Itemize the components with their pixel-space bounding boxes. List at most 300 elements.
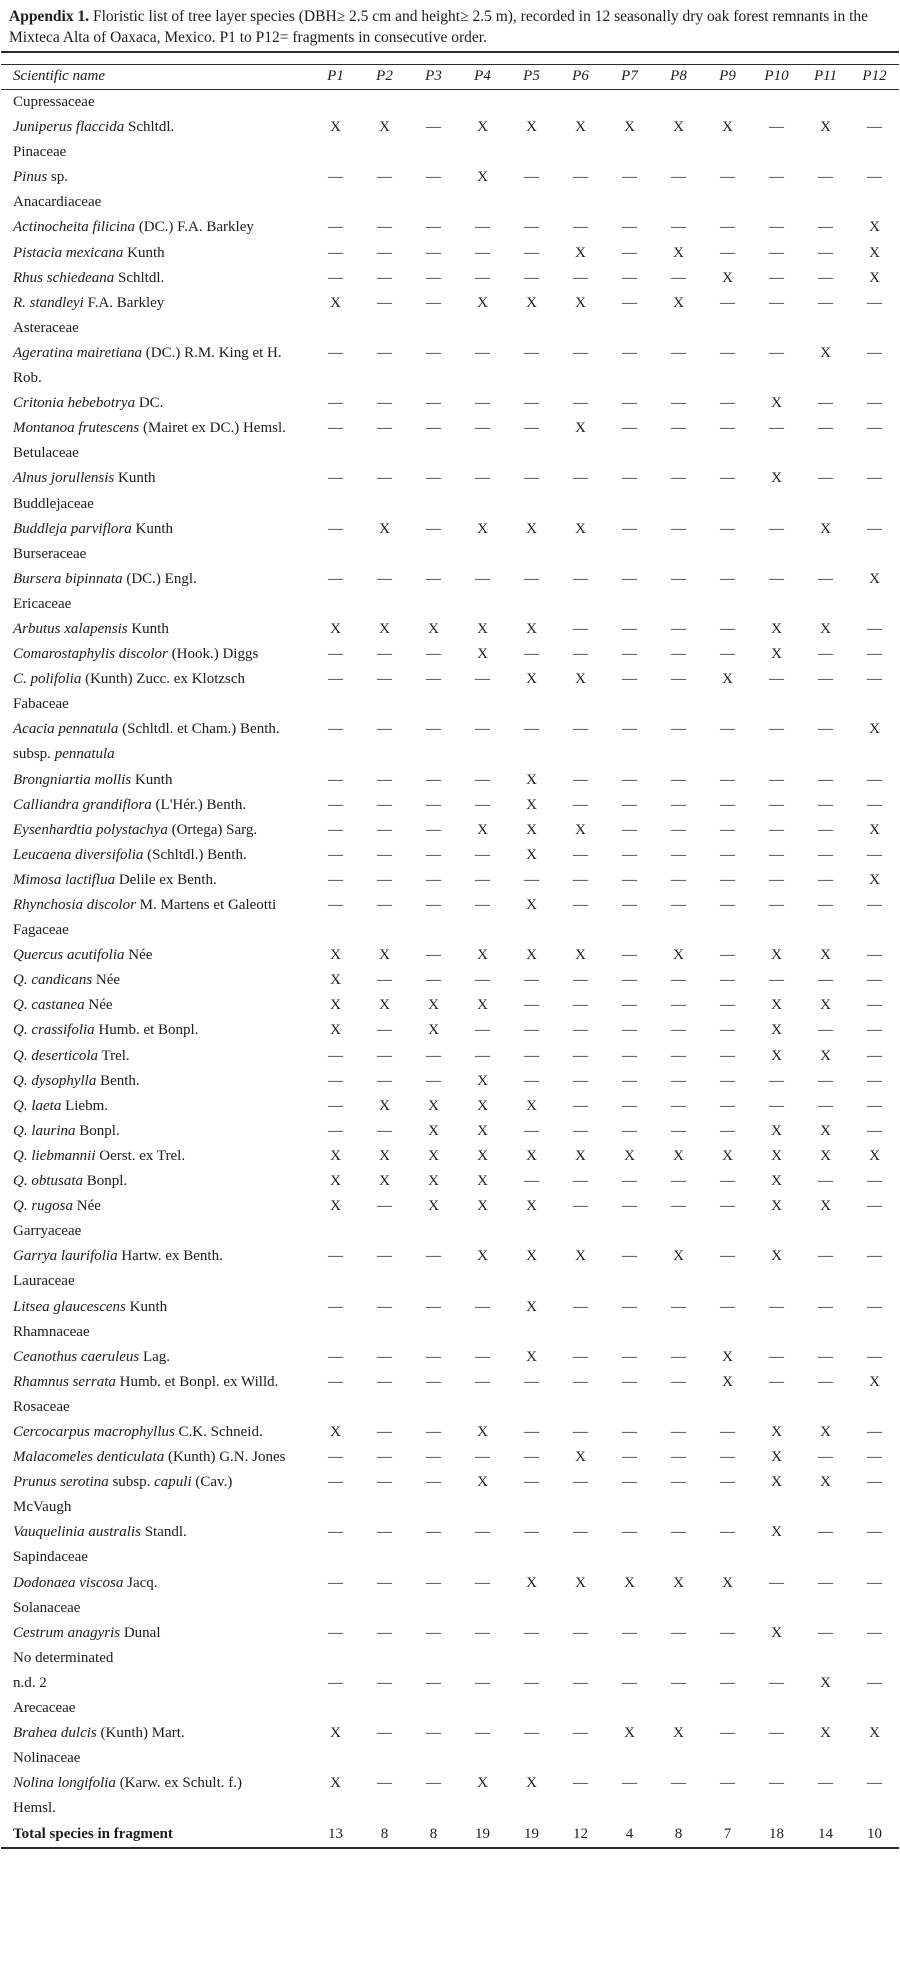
presence-cell-P5: X — [526, 1574, 537, 1591]
presence-cell-P9: — — [720, 897, 735, 913]
presence-cell-P1: — — [328, 1097, 343, 1114]
family-row — [1, 692, 899, 717]
presence-cell-P4: — — [475, 1022, 490, 1039]
presence-cell-P9: — — [720, 1524, 735, 1541]
presence-cell-P1: — — [328, 1373, 343, 1390]
species-row — [1, 1345, 899, 1370]
presence-cell-P8: — — [671, 1198, 686, 1215]
presence-cell-P12: X — [869, 821, 880, 838]
family-row — [1, 1320, 899, 1345]
presence-cell-P7: — — [622, 972, 637, 989]
presence-cell-P7: X — [624, 119, 635, 136]
species-row — [1, 266, 899, 291]
species-name: Q. laurina Bonpl. — [13, 1122, 120, 1139]
presence-cell-P11: — — [818, 1173, 833, 1190]
presence-cell-P6: — — [573, 1474, 588, 1491]
presence-cell-P12: — — [867, 1624, 882, 1641]
presence-cell-P6: — — [573, 1173, 588, 1190]
presence-cell-P2: — — [377, 972, 392, 989]
presence-cell-P4: X — [477, 620, 488, 637]
presence-cell-P11: — — [818, 1248, 833, 1265]
presence-cell-P3: — — [426, 871, 441, 888]
presence-cell-P9: — — [720, 1022, 735, 1039]
species-name: Q. candicans Née — [13, 972, 121, 989]
presence-cell-P11: X — [820, 1198, 831, 1215]
presence-cell-P7: — — [622, 520, 637, 537]
species-row — [1, 1721, 899, 1746]
presence-cell-P5: — — [524, 1173, 539, 1190]
species-row — [1, 1295, 899, 1320]
presence-cell-P9: — — [720, 420, 735, 437]
species-row — [1, 1169, 899, 1194]
presence-cell-P7: — — [622, 1775, 637, 1792]
presence-cell-P8: — — [671, 1775, 686, 1792]
presence-cell-P3: — — [426, 395, 441, 412]
presence-cell-P8: — — [671, 1449, 686, 1466]
presence-cell-P5: — — [524, 244, 539, 261]
presence-cell-P12: — — [867, 1423, 882, 1440]
presence-cell-P7: — — [622, 1674, 637, 1691]
presence-cell-P7: — — [622, 1449, 637, 1466]
presence-cell-P1: — — [328, 897, 343, 913]
presence-cell-P3: — — [426, 947, 441, 964]
appendix-title-text: Floristic list of tree layer species (DBH≥ 2.5 cm and height≥ 2.5 m), recorded in 12 seasonally dry oak forest remnants in the Mixteca Alta of Oaxaca, Mexico. P1 to P12= fragments in consecutive order. — [9, 8, 869, 46]
presence-cell-P7: — — [622, 1298, 637, 1315]
presence-cell-P4: — — [475, 570, 490, 587]
table-header-row — [1, 65, 899, 90]
presence-cell-P8: — — [671, 1624, 686, 1641]
column-header-P4: P4 — [458, 65, 507, 90]
presence-cell-P2: — — [377, 1725, 392, 1742]
total-count-P10: 18 — [769, 1826, 784, 1843]
total-count-P8: 8 — [674, 1826, 683, 1843]
total-count-P9: 7 — [723, 1826, 732, 1843]
column-header-P7: P7 — [605, 65, 654, 90]
presence-cell-P3: — — [426, 520, 441, 537]
species-name: Buddleja parviflora Kunth — [13, 520, 173, 537]
presence-cell-P9: — — [720, 169, 735, 186]
presence-cell-P11: — — [818, 269, 833, 286]
total-count-P5: 19 — [524, 1826, 539, 1843]
family-name: Fagaceae — [13, 922, 69, 939]
presence-cell-P6: — — [573, 470, 588, 487]
presence-cell-P5: X — [526, 620, 537, 637]
presence-cell-P5: — — [524, 1674, 539, 1691]
presence-cell-P10: X — [771, 1248, 782, 1265]
presence-cell-P10: X — [771, 1449, 782, 1466]
presence-cell-P7: — — [622, 846, 637, 863]
presence-cell-P3: — — [426, 344, 441, 361]
presence-cell-P7: — — [622, 1423, 637, 1440]
presence-cell-P10: X — [771, 1022, 782, 1039]
presence-cell-P12: — — [867, 771, 882, 788]
family-name: Sapindaceae — [13, 1549, 88, 1566]
presence-cell-P9: — — [720, 1775, 735, 1792]
presence-cell-P11: X — [820, 1147, 831, 1164]
presence-cell-P5: — — [524, 646, 539, 663]
presence-cell-P7: — — [622, 721, 637, 738]
presence-cell-P2: X — [379, 1147, 390, 1164]
presence-cell-P3: — — [426, 1072, 441, 1089]
species-row — [1, 968, 899, 993]
presence-cell-P8: — — [671, 269, 686, 286]
scientific-name-header: Scientific name — [1, 65, 311, 90]
presence-cell-P1: — — [328, 470, 343, 487]
presence-cell-P5: X — [526, 1147, 537, 1164]
presence-cell-P5: X — [526, 897, 537, 913]
presence-cell-P5: X — [526, 1298, 537, 1315]
presence-cell-P2: X — [379, 1173, 390, 1190]
presence-cell-P11: — — [818, 821, 833, 838]
presence-cell-P6: — — [573, 1022, 588, 1039]
presence-cell-P2: — — [377, 570, 392, 587]
presence-cell-P9: — — [720, 796, 735, 813]
presence-cell-P9: — — [720, 972, 735, 989]
presence-cell-P6: — — [573, 1775, 588, 1792]
presence-cell-P9: — — [720, 1449, 735, 1466]
family-row — [1, 316, 899, 341]
presence-cell-P4: — — [475, 395, 490, 412]
presence-cell-P10: X — [771, 947, 782, 964]
presence-cell-P8: — — [671, 871, 686, 888]
species-row — [1, 818, 899, 843]
presence-cell-P4: X — [477, 1173, 488, 1190]
presence-cell-P7: — — [622, 1373, 637, 1390]
presence-cell-P10: — — [769, 420, 784, 437]
presence-cell-P6: — — [573, 1725, 588, 1742]
column-header-P2: P2 — [360, 65, 409, 90]
presence-cell-P6: X — [575, 1449, 586, 1466]
presence-cell-P2: — — [377, 671, 392, 688]
family-name: Buddlejaceae — [13, 495, 94, 512]
species-name: Garrya laurifolia Hartw. ex Benth. — [13, 1248, 223, 1265]
presence-cell-P12: — — [867, 470, 882, 487]
presence-cell-P12: X — [869, 570, 880, 587]
presence-cell-P3: — — [426, 219, 441, 236]
presence-cell-P11: — — [818, 671, 833, 688]
presence-cell-P10: — — [769, 520, 784, 537]
presence-cell-P11: — — [818, 1072, 833, 1089]
presence-cell-P5: — — [524, 721, 539, 738]
presence-cell-P12: — — [867, 1348, 882, 1365]
presence-cell-P12: — — [867, 796, 882, 813]
total-count-P11: 14 — [818, 1826, 833, 1843]
presence-cell-P4: X — [477, 947, 488, 964]
presence-cell-P11: — — [818, 1775, 833, 1792]
presence-cell-P1: — — [328, 269, 343, 286]
species-row — [1, 1671, 899, 1696]
presence-cell-P2: — — [377, 1072, 392, 1089]
presence-cell-P9: — — [720, 871, 735, 888]
presence-cell-P4: X — [477, 1775, 488, 1792]
presence-cell-P2: — — [377, 897, 392, 913]
presence-cell-P1: X — [330, 1198, 341, 1215]
column-header-P8: P8 — [654, 65, 703, 90]
presence-cell-P5: — — [524, 1449, 539, 1466]
presence-cell-P11: X — [820, 1047, 831, 1064]
presence-cell-P4: — — [475, 219, 490, 236]
presence-cell-P12: — — [867, 169, 882, 186]
species-row — [1, 391, 899, 416]
column-header-P1: P1 — [311, 65, 360, 90]
species-name: R. standleyi F.A. Barkley — [13, 294, 165, 311]
species-name: Dodonaea viscosa Jacq. — [13, 1574, 158, 1591]
presence-cell-P2: — — [377, 219, 392, 236]
presence-cell-P5: — — [524, 997, 539, 1014]
species-name: Q. crassifolia Humb. et Bonpl. — [13, 1022, 199, 1039]
presence-cell-P4: — — [475, 1298, 490, 1315]
presence-cell-P7: — — [622, 997, 637, 1014]
presence-cell-P12: — — [867, 620, 882, 637]
presence-cell-P10: — — [769, 821, 784, 838]
presence-cell-P9: — — [720, 1725, 735, 1742]
presence-cell-P4: — — [475, 1674, 490, 1691]
total-count-P2: 8 — [380, 1826, 389, 1843]
presence-cell-P1: X — [330, 119, 341, 136]
presence-cell-P1: — — [328, 570, 343, 587]
presence-cell-P11: — — [818, 470, 833, 487]
presence-cell-P3: — — [426, 1449, 441, 1466]
presence-cell-P6: X — [575, 1248, 586, 1265]
presence-cell-P3: — — [426, 169, 441, 186]
species-row — [1, 617, 899, 642]
presence-cell-P4: — — [475, 269, 490, 286]
presence-cell-P10: — — [769, 1072, 784, 1089]
presence-cell-P2: — — [377, 269, 392, 286]
presence-cell-P7: X — [624, 1147, 635, 1164]
presence-cell-P12: — — [867, 1047, 882, 1064]
presence-cell-P3: — — [426, 1474, 441, 1491]
presence-cell-P11: — — [818, 420, 833, 437]
species-name: Malacomeles denticulata (Kunth) G.N. Jones — [13, 1449, 286, 1466]
presence-cell-P3: — — [426, 846, 441, 863]
presence-cell-P9: — — [720, 395, 735, 412]
presence-cell-P3: X — [428, 1198, 439, 1215]
appendix-title-label: Appendix 1. — [9, 8, 90, 25]
presence-cell-P1: X — [330, 1423, 341, 1440]
presence-cell-P7: — — [622, 420, 637, 437]
presence-cell-P10: — — [769, 671, 784, 688]
presence-cell-P9: X — [722, 1373, 733, 1390]
family-row — [1, 441, 899, 466]
presence-cell-P4: — — [475, 1449, 490, 1466]
presence-cell-P8: — — [671, 620, 686, 637]
presence-cell-P8: — — [671, 821, 686, 838]
species-row — [1, 1520, 899, 1545]
presence-cell-P2: — — [377, 796, 392, 813]
presence-cell-P8: — — [671, 420, 686, 437]
presence-cell-P11: X — [820, 1122, 831, 1139]
presence-cell-P10: — — [769, 1097, 784, 1114]
presence-cell-P6: X — [575, 420, 586, 437]
presence-cell-P3: — — [426, 1423, 441, 1440]
presence-cell-P1: — — [328, 344, 343, 361]
presence-cell-P4: — — [475, 420, 490, 437]
presence-cell-P3: — — [426, 1298, 441, 1315]
presence-cell-P11: — — [818, 846, 833, 863]
presence-cell-P2: X — [379, 1097, 390, 1114]
species-name: Q. castanea Née — [13, 997, 113, 1014]
presence-cell-P9: — — [720, 646, 735, 663]
presence-cell-P1: — — [328, 721, 343, 738]
presence-cell-P4: X — [477, 646, 488, 663]
presence-cell-P6: — — [573, 1373, 588, 1390]
presence-cell-P7: — — [622, 294, 637, 311]
presence-cell-P9: — — [720, 771, 735, 788]
presence-cell-P8: X — [673, 244, 684, 261]
presence-cell-P4: X — [477, 1474, 488, 1491]
presence-cell-P7: — — [622, 1072, 637, 1089]
presence-cell-P10: — — [769, 1674, 784, 1691]
presence-cell-P9: X — [722, 1348, 733, 1365]
column-header-P10: P10 — [752, 65, 801, 90]
presence-cell-P7: — — [622, 821, 637, 838]
floristic-table — [1, 64, 899, 1849]
presence-cell-P10: X — [771, 1173, 782, 1190]
presence-cell-P2: — — [377, 470, 392, 487]
species-row — [1, 793, 899, 818]
presence-cell-P5: X — [526, 119, 537, 136]
presence-cell-P10: X — [771, 1122, 782, 1139]
presence-cell-P5: X — [526, 520, 537, 537]
presence-cell-P1: — — [328, 771, 343, 788]
presence-cell-P11: — — [818, 1348, 833, 1365]
species-row — [1, 843, 899, 868]
presence-cell-P4: — — [475, 972, 490, 989]
presence-cell-P9: — — [720, 470, 735, 487]
presence-cell-P3: X — [428, 1173, 439, 1190]
presence-cell-P9: — — [720, 1474, 735, 1491]
presence-cell-P10: X — [771, 1524, 782, 1541]
species-row — [1, 115, 899, 140]
presence-cell-P1: X — [330, 294, 341, 311]
presence-cell-P4: — — [475, 671, 490, 688]
presence-cell-P12: — — [867, 1097, 882, 1114]
table-top-rule — [1, 51, 899, 53]
presence-cell-P8: — — [671, 1097, 686, 1114]
presence-cell-P5: — — [524, 1047, 539, 1064]
presence-cell-P1: — — [328, 1574, 343, 1591]
presence-cell-P12: X — [869, 1147, 880, 1164]
species-row — [1, 768, 899, 793]
species-row — [1, 1194, 899, 1219]
presence-cell-P2: — — [377, 1474, 392, 1491]
presence-cell-P8: X — [673, 294, 684, 311]
presence-cell-P12: — — [867, 947, 882, 964]
presence-cell-P3: X — [428, 1122, 439, 1139]
species-row — [1, 642, 899, 667]
family-row — [1, 492, 899, 517]
species-row — [1, 1470, 899, 1520]
presence-cell-P8: — — [671, 796, 686, 813]
presence-cell-P6: — — [573, 796, 588, 813]
presence-cell-P9: — — [720, 947, 735, 964]
presence-cell-P11: X — [820, 344, 831, 361]
family-row — [1, 592, 899, 617]
presence-cell-P12: — — [867, 671, 882, 688]
presence-cell-P2: X — [379, 119, 390, 136]
presence-cell-P9: — — [720, 570, 735, 587]
species-name: Q. liebmannii Oerst. ex Trel. — [13, 1147, 186, 1164]
presence-cell-P5: X — [526, 796, 537, 813]
presence-cell-P7: — — [622, 1248, 637, 1265]
presence-cell-P2: — — [377, 771, 392, 788]
presence-cell-P12: — — [867, 897, 882, 913]
presence-cell-P7: — — [622, 1047, 637, 1064]
presence-cell-P11: — — [818, 721, 833, 738]
presence-cell-P6: — — [573, 570, 588, 587]
presence-cell-P4: X — [477, 119, 488, 136]
presence-cell-P2: — — [377, 395, 392, 412]
family-name: Arecaceae — [13, 1700, 76, 1716]
presence-cell-P6: — — [573, 871, 588, 888]
presence-cell-P4: — — [475, 796, 490, 813]
total-count-P7: 4 — [625, 1826, 634, 1843]
presence-cell-P11: — — [818, 897, 833, 913]
presence-cell-P2: — — [377, 1423, 392, 1440]
presence-cell-P6: — — [573, 972, 588, 989]
presence-cell-P12: X — [869, 1373, 880, 1390]
total-count-P6: 12 — [573, 1826, 588, 1843]
presence-cell-P5: — — [524, 1373, 539, 1390]
species-row — [1, 165, 899, 190]
presence-cell-P6: — — [573, 1097, 588, 1114]
presence-cell-P8: — — [671, 1674, 686, 1691]
presence-cell-P1: X — [330, 1147, 341, 1164]
presence-cell-P8: — — [671, 1122, 686, 1139]
species-row — [1, 1119, 899, 1144]
presence-cell-P9: — — [720, 1198, 735, 1215]
presence-cell-P1: — — [328, 1072, 343, 1089]
presence-cell-P7: — — [622, 771, 637, 788]
presence-cell-P7: — — [622, 1122, 637, 1139]
presence-cell-P4: X — [477, 294, 488, 311]
presence-cell-P12: — — [867, 1775, 882, 1792]
presence-cell-P10: X — [771, 470, 782, 487]
presence-cell-P4: — — [475, 871, 490, 888]
presence-cell-P8: — — [671, 1047, 686, 1064]
presence-cell-P6: — — [573, 219, 588, 236]
family-name: Betulaceae — [13, 445, 79, 462]
column-header-P9: P9 — [703, 65, 752, 90]
presence-cell-P7: — — [622, 671, 637, 688]
presence-cell-P4: — — [475, 897, 490, 913]
presence-cell-P11: — — [818, 395, 833, 412]
family-row — [1, 1696, 899, 1721]
presence-cell-P9: — — [720, 1072, 735, 1089]
presence-cell-P10: X — [771, 1624, 782, 1641]
presence-cell-P6: — — [573, 1298, 588, 1315]
presence-cell-P2: — — [377, 721, 392, 738]
presence-cell-P8: — — [671, 997, 686, 1014]
presence-cell-P9: — — [720, 821, 735, 838]
presence-cell-P5: X — [526, 1775, 537, 1792]
presence-cell-P5: — — [524, 1072, 539, 1089]
species-name: Pinus sp. — [13, 169, 69, 186]
species-row — [1, 1244, 899, 1269]
presence-cell-P8: — — [671, 1423, 686, 1440]
presence-cell-P3: — — [426, 244, 441, 261]
presence-cell-P10: — — [769, 1725, 784, 1742]
presence-cell-P5: X — [526, 821, 537, 838]
presence-cell-P2: — — [377, 1775, 392, 1792]
presence-cell-P9: X — [722, 1574, 733, 1591]
presence-cell-P8: X — [673, 119, 684, 136]
family-row — [1, 1746, 899, 1771]
species-name: Nolina longifolia (Karw. ex Schult. f.) Hemsl. — [13, 1775, 243, 1817]
presence-cell-P7: X — [624, 1725, 635, 1742]
species-name: Prunus serotina subsp. capuli (Cav.) McVaugh — [13, 1474, 233, 1516]
